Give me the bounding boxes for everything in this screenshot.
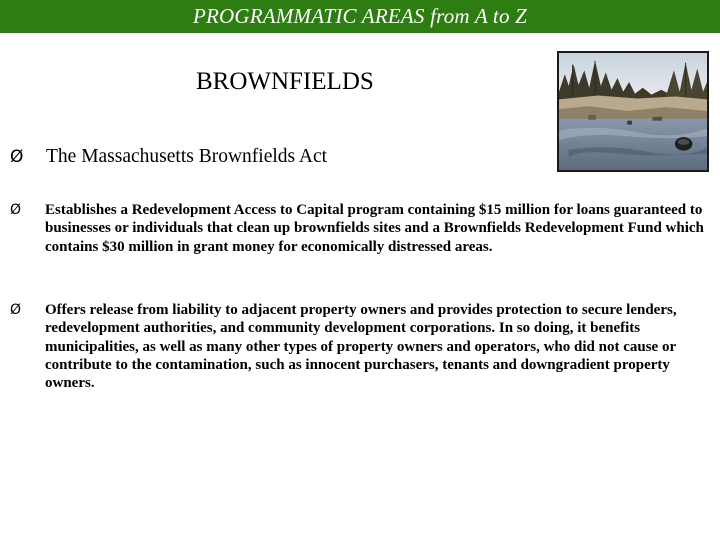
header-bar (0, 0, 720, 33)
arrow-bullet-icon: Ø (10, 202, 22, 218)
bullet-text: Establishes a Redevelopment Access to Capital program containing $15 million for loans guaranteed to businesses or individuals that clean up brownfields sites and a Brownfields Redevelopment Fund which contains $30 million in grant money for economically distressed areas. (45, 202, 704, 255)
slide-title: BROWNFIELDS (196, 68, 374, 95)
bullet-text: Offers release from liability to adjacent property owners and provides protection to secure lenders, redevelopment authorities, and community development corporations. In so doing, it benefits municipalities, as well as many other types of property owners and operators, who did not cause or contribute to the contamination, such as innocent purchasers, tenants and downgradient property owners. (45, 302, 677, 392)
bullet-item (10, 145, 550, 169)
bullet-item (10, 201, 710, 256)
bullet-item (10, 301, 710, 392)
arrow-bullet-icon: Ø (10, 302, 22, 318)
photo-graphic (559, 53, 707, 170)
bullet-text: The Massachusetts Brownfields Act (46, 146, 328, 167)
brownfield-site-photo (557, 51, 709, 172)
arrow-bullet-icon: Ø (10, 147, 24, 167)
header-title: PROGRAMMATIC AREAS from A to Z (192, 4, 527, 28)
